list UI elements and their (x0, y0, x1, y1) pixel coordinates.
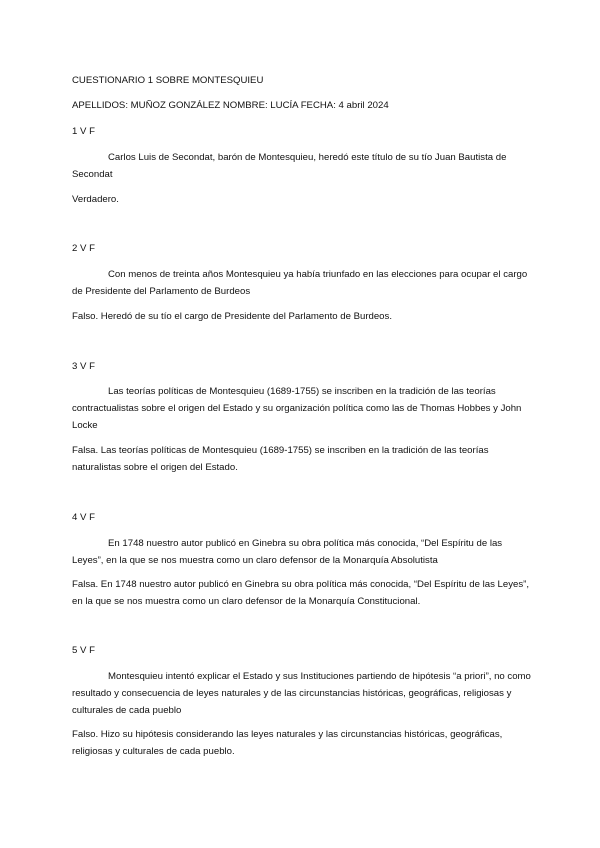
question-4-answer: Falsa. En 1748 nuestro autor publicó en Ginebra su obra política más conocida, “Del Espíritu de las Leyes”, en la que se nos muestra como un claro defensor de la Monarquía Constitucional. (72, 579, 530, 607)
question-1-answer: Verdadero. (72, 194, 119, 205)
question-3-statement-text: Las teorías políticas de Montesquieu (1689-1755) se inscriben en la tradición de las teorías contractualistas sobre el origen del Estado y su organización política como las de Thomas Hobbes y John Locke (72, 386, 522, 431)
question-4-statement-text: En 1748 nuestro autor publicó en Ginebra su obra política más conocida, “Del Espíritu de las Leyes”, en la que se nos muestra como un claro defensor de la Monarquía Absolutista (72, 538, 503, 566)
question-4-statement (72, 535, 534, 569)
question-3-answer: Falsa. Las teorías políticas de Montesquieu (1689-1755) se inscriben en la tradición de las teorías naturalistas sobre el origen del Estado. (72, 445, 489, 473)
question-4-label: 4 V F (72, 512, 95, 523)
question-5-label: 5 V F (72, 645, 95, 656)
question-2-statement (72, 266, 534, 300)
student-info-line: APELLIDOS: MUÑOZ GONZÁLEZ NOMBRE: LUCÍA FECHA: 4 abril 2024 (72, 100, 389, 111)
question-3-label: 3 V F (72, 361, 95, 372)
question-2-statement-text: Con menos de treinta años Montesquieu ya había triunfado en las elecciones para ocupar el cargo de Presidente del Parlamento de Burdeos (72, 269, 528, 297)
question-1-statement-text: Carlos Luis de Secondat, barón de Montesquieu, heredó este título de su tío Juan Bautista de Secondat (72, 152, 507, 180)
question-5-answer: Falso. Hizo su hipótesis considerando las leyes naturales y las circunstancias históricas, geográficas, religiosas y culturales de cada pueblo. (72, 729, 503, 757)
question-3-statement (72, 383, 534, 434)
document-title: CUESTIONARIO 1 SOBRE MONTESQUIEU (72, 75, 264, 86)
question-2-answer: Falso. Heredó de su tío el cargo de Presidente del Parlamento de Burdeos. (72, 311, 392, 322)
question-5-statement-text: Montesquieu intentó explicar el Estado y sus Instituciones partiendo de hipótesis “a priori”, no como resultado y consecuencia de leyes naturales y de las circunstancias históricas, geográficas, religiosas y culturales de cada pueblo (72, 671, 531, 716)
question-2-label: 2 V F (72, 243, 95, 254)
question-1-statement (72, 149, 534, 183)
question-1-label: 1 V F (72, 126, 95, 137)
question-5-statement (72, 668, 534, 719)
